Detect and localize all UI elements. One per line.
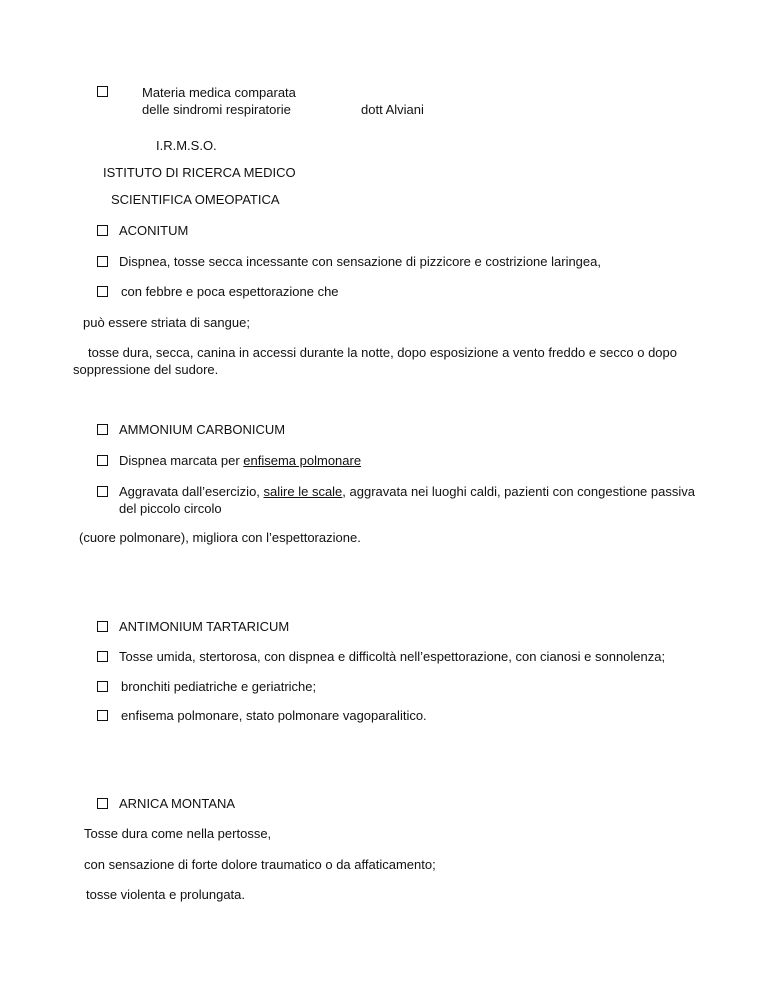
- checkbox-icon: [97, 710, 108, 721]
- checkbox-icon: [97, 455, 108, 466]
- checkbox-icon: [97, 256, 108, 267]
- org-abbreviation: I.R.M.S.O.: [156, 138, 217, 153]
- checkbox-icon: [97, 681, 108, 692]
- org-name-line2: SCIENTIFICA OMEOPATICA: [111, 192, 280, 207]
- ammonium-item-2-text-end: , aggravata nei luoghi caldi, pazienti con congestione passiva: [342, 484, 695, 499]
- ammonium-item-1: [119, 452, 361, 469]
- checkbox-icon: [97, 86, 108, 97]
- aconitum-item-1: Dispnea, tosse secca incessante con sensazione di pizzicore e costrizione laringea,: [119, 254, 601, 269]
- ammonium-item-1-underlined: enfisema polmonare: [243, 453, 362, 468]
- antimonium-item-1: Tosse umida, stertorosa, con dispnea e difficoltà nell’espettorazione, con cianosi e sonnolenza;: [119, 649, 666, 664]
- aconitum-paragraph-line-1: tosse dura, secca, canina in accessi durante la notte, dopo esposizione a vento freddo e secco o dopo: [88, 345, 677, 360]
- ammonium-item-2-underlined: salire le scale: [263, 484, 343, 499]
- doc-author: dott Alviani: [361, 102, 424, 117]
- checkbox-icon: [97, 424, 108, 435]
- checkbox-icon: [97, 621, 108, 632]
- ammonium-item-1-text: Dispnea marcata per: [119, 453, 244, 468]
- checkbox-icon: [97, 225, 108, 236]
- doc-title-line2: delle sindromi respiratorie: [142, 102, 291, 117]
- ammonium-item-2: [119, 483, 695, 500]
- doc-title-line1: Materia medica comparata: [142, 85, 296, 100]
- antimonium-item-2: bronchiti pediatriche e geriatriche;: [121, 679, 317, 694]
- arnica-line-3: tosse violenta e prolungata.: [86, 887, 245, 902]
- aconitum-item-2: con febbre e poca espettorazione che: [121, 284, 339, 299]
- aconitum-paragraph-line-2: soppressione del sudore.: [73, 362, 219, 377]
- aconitum-line-1: può essere striata di sangue;: [83, 315, 250, 330]
- ammonium-item-2-text: Aggravata dall’esercizio,: [119, 484, 264, 499]
- remedy-title-aconitum: ACONITUM: [119, 223, 189, 238]
- checkbox-icon: [97, 651, 108, 662]
- org-name-line1: ISTITUTO DI RICERCA MEDICO: [103, 165, 296, 180]
- arnica-line-2: con sensazione di forte dolore traumatico o da affaticamento;: [84, 857, 436, 872]
- arnica-line-1: Tosse dura come nella pertosse,: [84, 826, 272, 841]
- checkbox-icon: [97, 486, 108, 497]
- checkbox-icon: [97, 798, 108, 809]
- ammonium-line-1: (cuore polmonare), migliora con l’espettorazione.: [79, 530, 361, 545]
- checkbox-icon: [97, 286, 108, 297]
- remedy-title-arnica: ARNICA MONTANA: [119, 796, 236, 811]
- remedy-title-ammonium: AMMONIUM CARBONICUM: [119, 422, 286, 437]
- ammonium-item-2-line-2: del piccolo circolo: [119, 501, 222, 516]
- antimonium-item-3: enfisema polmonare, stato polmonare vagoparalitico.: [121, 708, 427, 723]
- remedy-title-antimonium: ANTIMONIUM TARTARICUM: [119, 619, 290, 634]
